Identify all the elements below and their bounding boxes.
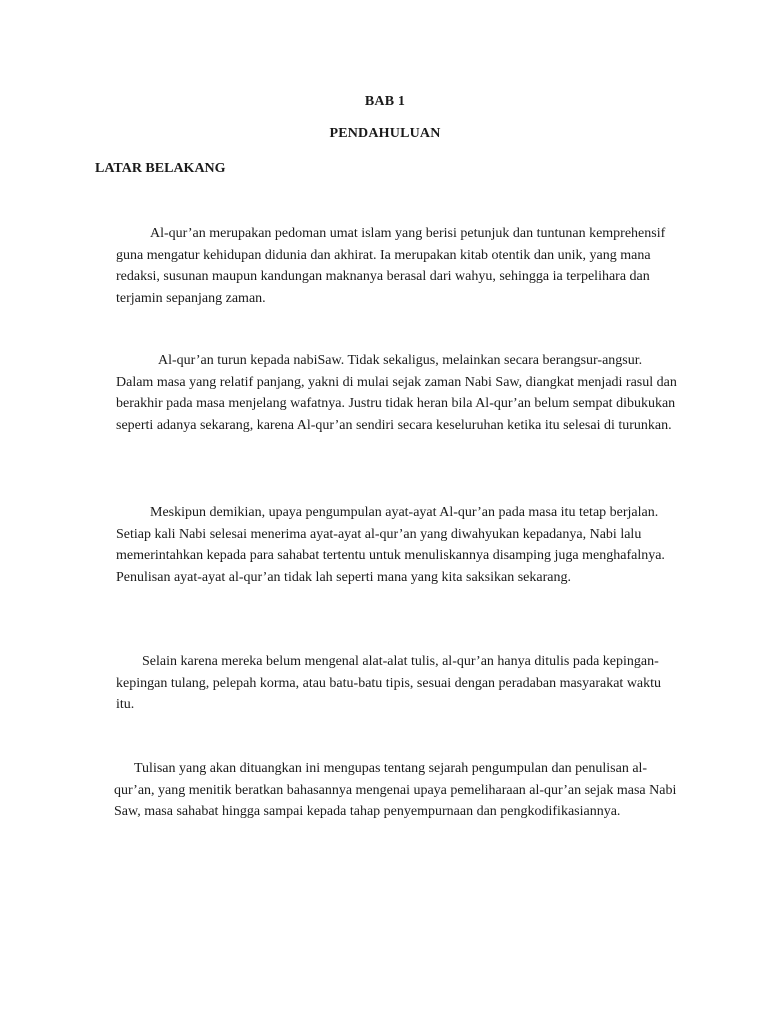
paragraph-2: Al-qur’an turun kepada nabiSaw. Tidak sekaligus, melainkan secara berangsur-angsur. Dalam masa yang relatif panjang, yakni di mulai sejak zaman Nabi Saw, diangkat menjadi rasul dan berakhir pada masa menjelang wafatnya. Justru tidak heran bila Al-qur’an belum sempat dibukukan seperti adanya sekarang, karena Al-qur’an sendiri secara keseluruhan ketika itu selesai di turunkan. bbox=[116, 353, 677, 433]
paragraph-3: Meskipun demikian, upaya pengumpulan ayat-ayat Al-qur’an pada masa itu tetap berjalan. Setiap kali Nabi selesai menerima ayat-ayat al-qur’an yang diwahyukan kepadanya, Nabi lalu memerintahkan kepada para sahabat tertentu untuk menuliskannya disamping juga menghafalnya. Penulisan ayat-ayat al-qur’an tidak lah seperti mana yang kita saksikan sekarang. bbox=[116, 505, 665, 585]
chapter-title: PENDAHULUAN bbox=[329, 126, 441, 141]
chapter-number: BAB 1 bbox=[364, 94, 406, 109]
section-heading: LATAR BELAKANG bbox=[95, 161, 226, 176]
paragraph-4: Selain karena mereka belum mengenal alat-alat tulis, al-qur’an hanya ditulis pada kepingan-kepingan tulang, pelepah korma, atau batu-batu tipis, sesuai dengan peradaban masyarakat waktu itu. bbox=[116, 654, 662, 712]
paragraph-1: Al-qur’an merupakan pedoman umat islam yang berisi petunjuk dan tuntunan kemprehensif guna mengatur kehidupan didunia dan akhirat. Ia merupakan kitab otentik dan unik, yang mana redaksi, susunan maupun kandungan maknanya berasal dari wahyu, sehingga ia terpelihara dan terjamin sepanjang zaman. bbox=[116, 226, 666, 306]
paragraph-5: Tulisan yang akan dituangkan ini mengupas tentang sejarah pengumpulan dan penulisan al-qur’an, yang menitik beratkan bahasannya mengenai upaya pemeliharaan al-qur’an sejak masa Nabi Saw, masa sahabat hingga sampai kepada tahap penyempurnaan dan pengkodifikasiannya. bbox=[114, 761, 677, 819]
